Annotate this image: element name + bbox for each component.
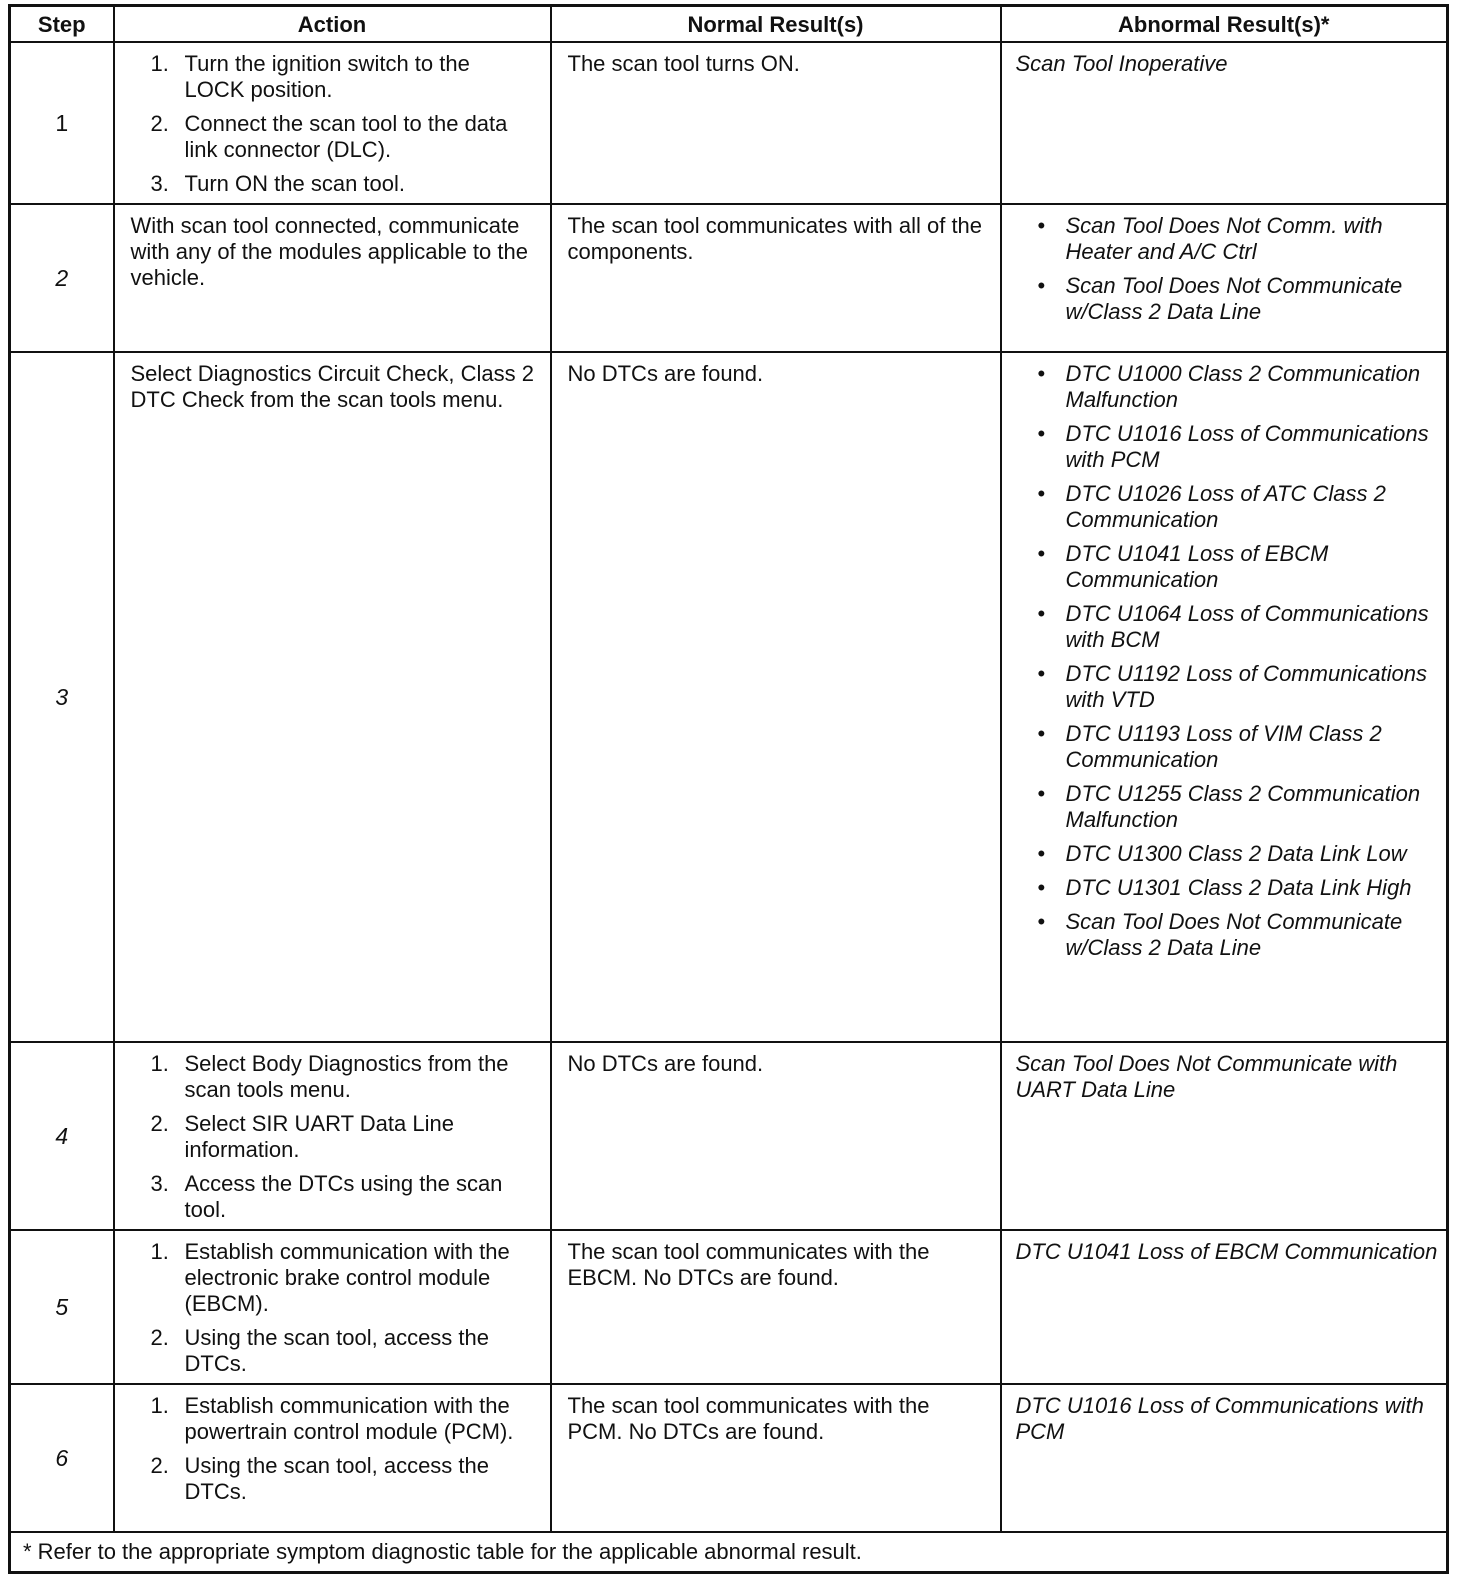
item-text: DTC U1300 Class 2 Data Link Low: [1065, 841, 1407, 866]
table-row: [10, 352, 1448, 1042]
header-abnormal-results: Abnormal Result(s)*: [1001, 6, 1448, 43]
item-text: Establish communication with the powertrain control module (PCM).: [184, 1393, 514, 1444]
list-item: [151, 1239, 536, 1317]
item-text: DTC U1041 Loss of EBCM Communication: [1065, 541, 1329, 592]
item-text: DTC U1016 Loss of Communications with PCM: [1065, 421, 1429, 472]
list-item: [1038, 875, 1439, 901]
item-number: 1.: [150, 51, 169, 76]
list-item: [151, 1051, 536, 1103]
list-item: [1038, 361, 1439, 413]
action-list: [131, 51, 536, 197]
list-item: [151, 1171, 536, 1223]
normal-result-cell: The scan tool turns ON.: [551, 42, 1001, 204]
step-number: 4: [10, 1042, 114, 1230]
list-item: [1038, 541, 1439, 593]
diagnostic-table-container: [8, 4, 1446, 1574]
abnormal-result-cell: [1001, 204, 1448, 352]
step-number: 5: [10, 1230, 114, 1384]
item-text: Connect the scan tool to the data link connector (DLC).: [184, 111, 508, 162]
action-cell: [114, 1384, 551, 1532]
item-text: DTC U1193 Loss of VIM Class 2 Communication: [1065, 721, 1382, 772]
abnormal-result-cell: [1001, 352, 1448, 1042]
list-item: [1038, 721, 1439, 773]
abnormal-bullet-list: [1016, 361, 1439, 961]
action-cell: Select Diagnostics Circuit Check, Class 2 DTC Check from the scan tools menu.: [114, 352, 551, 1042]
normal-result-cell: No DTCs are found.: [551, 352, 1001, 1042]
item-text: DTC U1255 Class 2 Communication Malfunction: [1065, 781, 1421, 832]
list-item: [1038, 661, 1439, 713]
diagnostic-table: [8, 4, 1449, 1574]
list-item: [1038, 841, 1439, 867]
list-item: [1038, 481, 1439, 533]
list-item: [1038, 273, 1439, 325]
table-row: [10, 1230, 1448, 1384]
item-text: Establish communication with the electronic brake control module (EBCM).: [184, 1239, 510, 1316]
list-item: [1038, 421, 1439, 473]
header-row: [10, 6, 1448, 43]
table-body: [10, 42, 1448, 1573]
list-item: [1038, 213, 1439, 265]
action-list: [131, 1239, 536, 1377]
item-number: 1.: [150, 1239, 169, 1264]
step-number: 2: [10, 204, 114, 352]
action-list: [131, 1051, 536, 1223]
item-text: DTC U1026 Loss of ATC Class 2 Communication: [1065, 481, 1386, 532]
header-action: Action: [114, 6, 551, 43]
item-number: 2.: [150, 1453, 169, 1478]
footnote: * Refer to the appropriate symptom diagnostic table for the applicable abnormal result.: [10, 1532, 1448, 1573]
item-text: DTC U1064 Loss of Communications with BCM: [1065, 601, 1429, 652]
header-normal-results: Normal Result(s): [551, 6, 1001, 43]
item-number: 2.: [150, 1111, 169, 1136]
normal-result-cell: The scan tool communicates with the PCM. No DTCs are found.: [551, 1384, 1001, 1532]
bullet-icon: •: [1037, 781, 1046, 806]
item-text: Select SIR UART Data Line information.: [184, 1111, 454, 1162]
step-number: 3: [10, 352, 114, 1042]
bullet-icon: •: [1037, 841, 1046, 866]
list-item: [151, 1393, 536, 1445]
item-text: Access the DTCs using the scan tool.: [184, 1171, 503, 1222]
action-cell: [114, 1230, 551, 1384]
item-number: 3.: [150, 171, 169, 196]
abnormal-result-cell: DTC U1016 Loss of Communications with PCM: [1001, 1384, 1448, 1532]
bullet-icon: •: [1037, 875, 1046, 900]
item-text: DTC U1301 Class 2 Data Link High: [1065, 875, 1412, 900]
list-item: [151, 1325, 536, 1377]
list-item: [151, 51, 536, 103]
bullet-icon: •: [1037, 421, 1046, 446]
footnote-row: [10, 1532, 1448, 1573]
abnormal-bullet-list: [1016, 213, 1439, 325]
table-row: [10, 1042, 1448, 1230]
item-number: 1.: [150, 1051, 169, 1076]
normal-result-cell: The scan tool communicates with all of the components.: [551, 204, 1001, 352]
item-text: Scan Tool Does Not Comm. with Heater and A/C Ctrl: [1065, 213, 1383, 264]
item-text: DTC U1000 Class 2 Communication Malfunction: [1065, 361, 1421, 412]
list-item: [1038, 781, 1439, 833]
table-row: [10, 1384, 1448, 1532]
list-item: [151, 1453, 536, 1505]
bullet-icon: •: [1037, 721, 1046, 746]
item-text: Scan Tool Does Not Communicate w/Class 2 Data Line: [1065, 273, 1403, 324]
item-text: DTC U1192 Loss of Communications with VTD: [1065, 661, 1428, 712]
bullet-icon: •: [1037, 273, 1046, 298]
bullet-icon: •: [1037, 541, 1046, 566]
list-item: [1038, 909, 1439, 961]
table-row: [10, 204, 1448, 352]
item-number: 2.: [150, 111, 169, 136]
step-number: 6: [10, 1384, 114, 1532]
item-text: Scan Tool Does Not Communicate w/Class 2 Data Line: [1065, 909, 1403, 960]
item-number: 3.: [150, 1171, 169, 1196]
list-item: [1038, 601, 1439, 653]
action-cell: With scan tool connected, communicate with any of the modules applicable to the vehicle.: [114, 204, 551, 352]
item-number: 1.: [150, 1393, 169, 1418]
step-number: 1: [10, 42, 114, 204]
bullet-icon: •: [1037, 213, 1046, 238]
table-row: [10, 42, 1448, 204]
list-item: [151, 171, 536, 197]
item-text: Using the scan tool, access the DTCs.: [184, 1325, 489, 1376]
bullet-icon: •: [1037, 909, 1046, 934]
normal-result-cell: The scan tool communicates with the EBCM. No DTCs are found.: [551, 1230, 1001, 1384]
normal-result-cell: No DTCs are found.: [551, 1042, 1001, 1230]
item-number: 2.: [150, 1325, 169, 1350]
action-cell: [114, 1042, 551, 1230]
list-item: [151, 111, 536, 163]
item-text: Turn ON the scan tool.: [184, 171, 406, 196]
bullet-icon: •: [1037, 601, 1046, 626]
item-text: Using the scan tool, access the DTCs.: [184, 1453, 489, 1504]
bullet-icon: •: [1037, 661, 1046, 686]
bullet-icon: •: [1037, 481, 1046, 506]
item-text: Select Body Diagnostics from the scan tools menu.: [184, 1051, 509, 1102]
bullet-icon: •: [1037, 361, 1046, 386]
abnormal-result-cell: Scan Tool Inoperative: [1001, 42, 1448, 204]
list-item: [151, 1111, 536, 1163]
action-cell: [114, 42, 551, 204]
action-list: [131, 1393, 536, 1505]
header-step: Step: [10, 6, 114, 43]
item-text: Turn the ignition switch to the LOCK position.: [184, 51, 470, 102]
abnormal-result-cell: Scan Tool Does Not Communicate with UART Data Line: [1001, 1042, 1448, 1230]
abnormal-result-cell: DTC U1041 Loss of EBCM Communication: [1001, 1230, 1448, 1384]
